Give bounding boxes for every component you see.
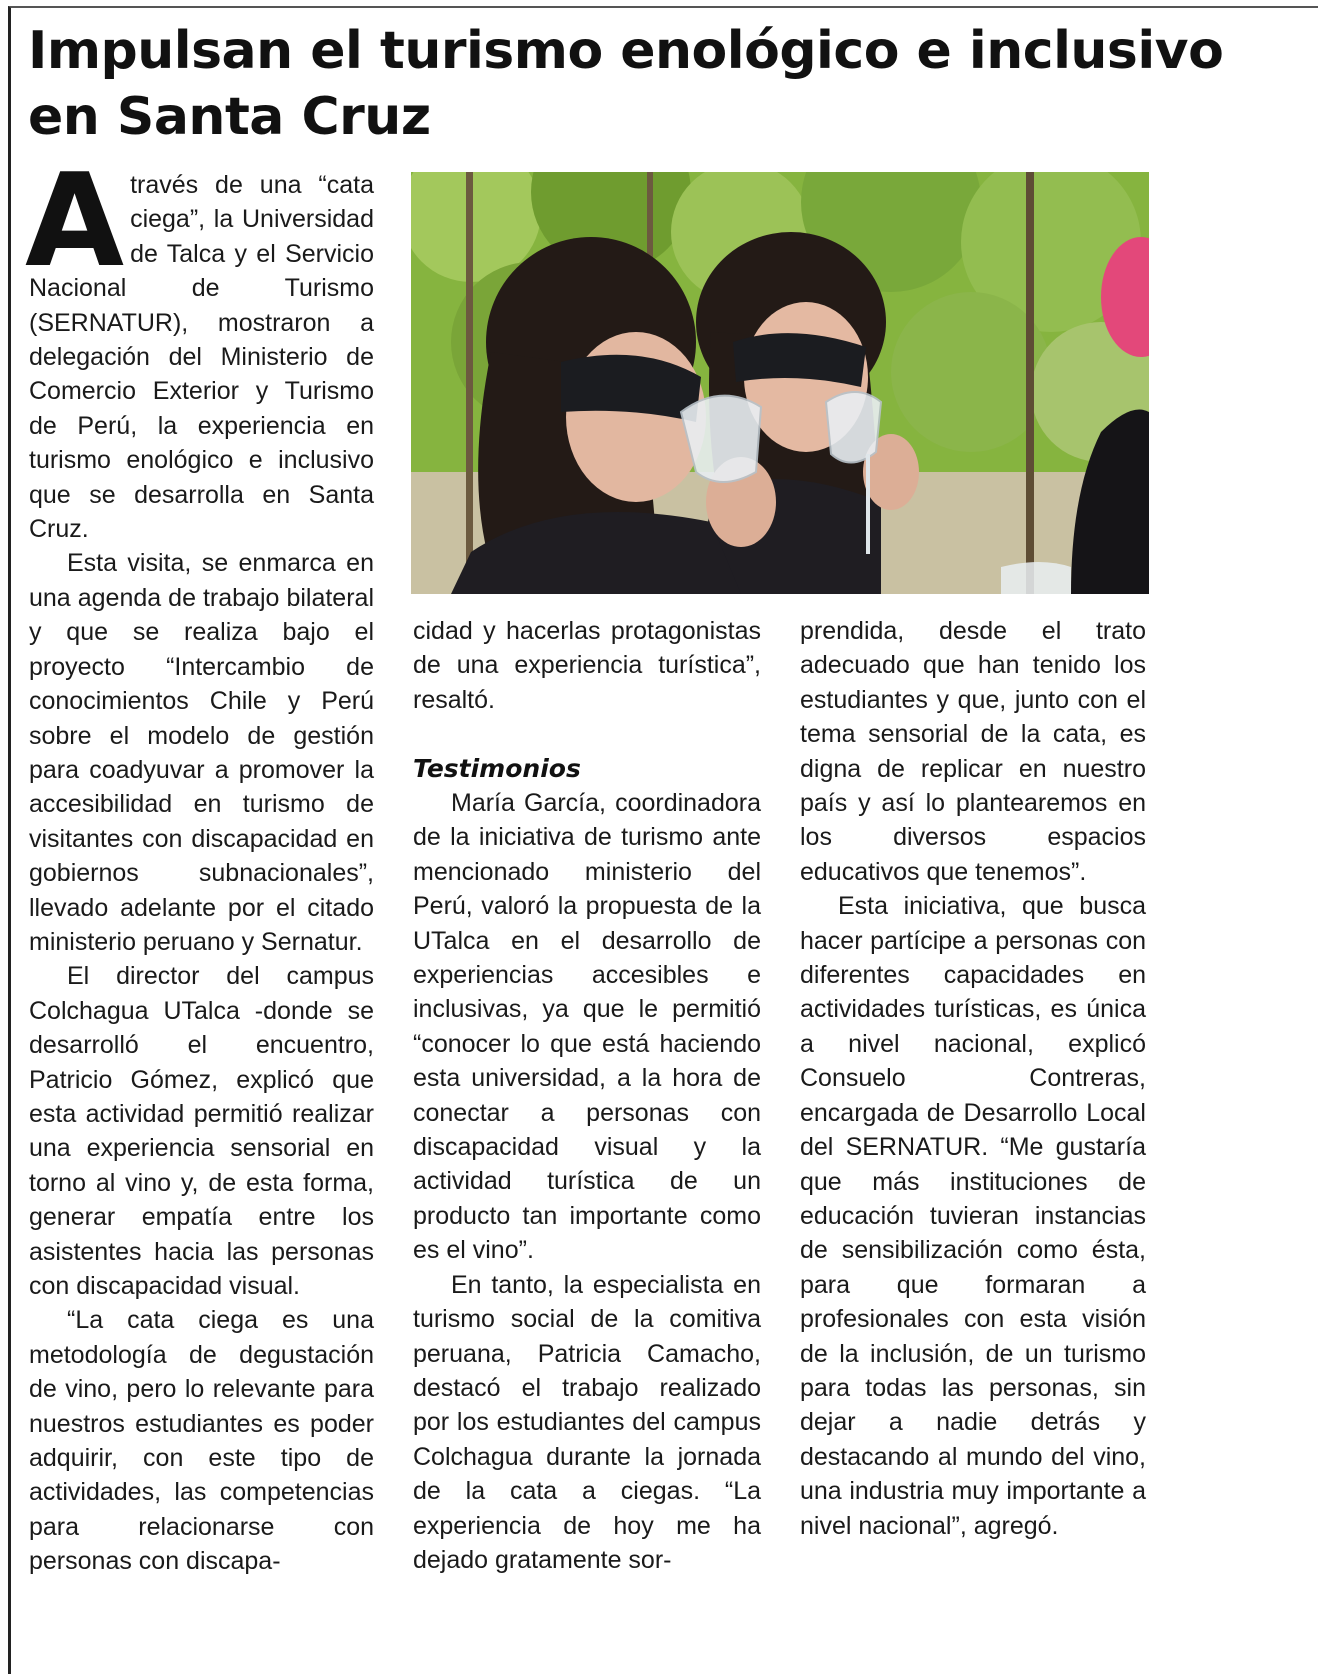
article-photo	[411, 172, 1149, 594]
paragraph: cidad y hacerlas protagonistas de una experiencia turística”, resaltó.	[413, 617, 761, 714]
article-column-1	[25, 147, 374, 1579]
paragraph: El director del campus Colchagua UTalca -donde se desarrolló el encuentro, Patricio Gómez, explicó que esta actividad permitió realizar una experiencia sensorial en torno al vino y, de esta forma, generar empatía entre los asistentes hacia las personas con discapacidad visual.	[29, 962, 374, 1300]
headline: Impulsan el turismo enológico e inclusivo en Santa Cruz	[28, 21, 1224, 147]
paragraph: Esta iniciativa, que busca hacer partícipe a personas con diferentes capacidades en actividades turísticas, es única a nivel nacional, explicó Consuelo Contreras, encargada de Desarrollo Local del SERNATUR. “Me gustaría que más instituciones de educación tuvieran instancias de sensibilización como ésta, para que formaran a profesionales con esta visión de la inclusión, de un turismo para todas las personas, sin dejar a nadie detrás y destacando al mundo del vino, una industria muy importante a nivel nacional”, agregó.	[800, 892, 1146, 1540]
paragraph: prendida, desde el trato adecuado que han tenido los estudiantes y que, junto con el tema sensorial de la cata, es digna de replicar en nuestro país y así lo plantearemos en los diversos espacios educativos que tenemos”.	[800, 617, 1146, 886]
article-column-2	[413, 614, 761, 1577]
article-column-3	[800, 614, 1146, 1543]
paragraph: través de una “cata ciega”, la Universidad de Talca y el Servicio Nacional de Turismo (SERNATUR), mostraron a delegación del Ministerio de Comercio Exterior y Turismo de Perú, la experiencia en turismo enológico e inclusivo que se desarrolla en Santa Cruz.	[29, 171, 374, 544]
section-subhead: Testimonios	[413, 753, 581, 783]
paragraph: En tanto, la especialista en turismo social de la comitiva peruana, Patricia Camacho, destacó el trabajo realizado por los estudiantes del campus Colchagua durante la jornada de la cata a ciegas. “La experiencia de hoy me ha dejado gratamente sor-	[413, 1270, 761, 1574]
paragraph: “La cata ciega es una metodología de degustación de vino, pero lo relevante para nuestros estudiantes es poder adquirir, con este tipo de actividades, las competencias para relacionarse con personas con discapa-	[29, 1306, 374, 1576]
drop-cap: A	[25, 147, 125, 296]
paragraph: María García, coordinadora de la iniciativa de turismo ante mencionado ministerio del Perú, valoró la propuesta de la UTalca en el desarrollo de experiencias accesibles e inclusivas, ya que le permitió “conocer lo que está haciendo esta universidad, a la hora de conectar a personas con discapacidad visual y la actividad turística de un producto tan importante como es el vino”.	[413, 789, 761, 1265]
paragraph: Esta visita, se enmarca en una agenda de trabajo bilateral y que se realiza bajo el proyecto “Intercambio de conocimientos Chile y Perú sobre el modelo de gestión para coadyuvar a promover la accesibilidad en turismo de visitantes con discapacidad en gobiernos subnacionales”, llevado adelante por el citado ministerio peruano y Sernatur.	[29, 549, 374, 956]
